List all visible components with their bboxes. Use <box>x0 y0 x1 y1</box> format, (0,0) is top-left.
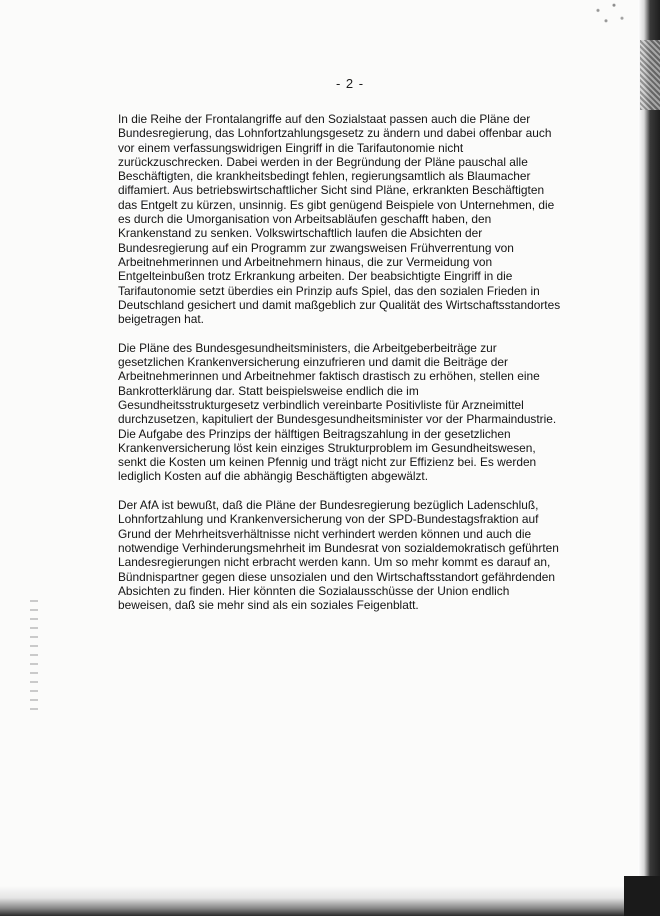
text-line: Die Pläne des Bundesgesundheitsministers, die Arbeitgeberbeiträge zur <box>118 340 497 355</box>
text-line: Die Aufgabe des Prinzips der hälftigen Beitragszahlung in der gesetzlichen <box>118 426 511 441</box>
text-line: Arbeitnehmerinnen und Arbeitnehmern hinaus, die zur Vermeidung von <box>118 254 493 269</box>
scan-margin-marks <box>30 600 38 710</box>
scan-corner-shadow <box>624 876 660 916</box>
text-line: Tarifautonomie setzt überdies ein Prinzip aufs Spiel, das den sozialen Frieden in <box>118 283 540 298</box>
text-line: Der AfA ist bewußt, daß die Pläne der Bundesregierung bezüglich Ladenschluß, <box>118 498 539 513</box>
paragraph-1 <box>118 112 576 326</box>
text-line: Landesregierungen nicht erbracht werden kann. Um so mehr kommt es darauf an, <box>118 555 551 570</box>
scan-edge-right <box>638 0 660 916</box>
text-line: Gesundheitsstrukturgesetz verbindlich vereinbarte Positivliste für Arzneimittel <box>118 397 524 412</box>
text-line: Bündnispartner gegen diese unsozialen und den Wirtschaftsstandort gefährdenden <box>118 569 555 584</box>
text-line: gesetzlichen Krankenversicherung einzufrieren und damit die Beiträge der <box>118 355 508 370</box>
text-line: diffamiert. Aus betriebswirtschaftlicher Sicht sind Pläne, erkrankten Beschäftigten <box>118 183 545 198</box>
text-line: Lohnfortzahlung und Krankenversicherung von der SPD-Bundestagsfraktion auf <box>118 512 539 527</box>
scan-edge-texture <box>640 40 660 110</box>
text-line: vor einem verfassungswidrigen Eingriff in die Tarifautonomie nicht <box>118 140 464 155</box>
text-line: senkt die Kosten um keinen Pfennig und trägt nicht zur Effizienz bei. Es werden <box>118 455 537 470</box>
text-line: Krankenversicherung löst kein einziges Strukturproblem im Gesundheitswesen, <box>118 440 536 455</box>
text-line: das Entgelt zu kürzen, unsinnig. Es gibt genügend Beispiele von Unternehmen, die <box>118 197 555 212</box>
text-line: beigetragen hat. <box>118 312 204 327</box>
text-line: Absichten zu finden. Hier könnten die Sozialausschüsse der Union endlich <box>118 583 510 598</box>
text-line: Grund der Mehrheitsverhältnisse nicht verhindert werden können und auch die <box>118 526 532 541</box>
text-line: es durch die Umorganisation von Arbeitsabläufen geschafft haben, den <box>118 212 492 227</box>
document-body <box>118 112 576 627</box>
page-number: - 2 - <box>335 76 365 91</box>
scan-edge-bottom <box>0 886 660 916</box>
text-line: Entgelteinbußen trotz Erkrankung arbeiten. Der beabsichtigte Eingriff in die <box>118 269 513 284</box>
text-line: beweisen, daß sie mehr sind als ein soziales Feigenblatt. <box>118 598 419 613</box>
text-line: durchzusetzen, kapituliert der Bundesgesundheitsminister vor der Pharmaindustrie. <box>118 412 557 427</box>
text-line: Deutschland gesichert und damit maßgeblich zur Qualität des Wirtschaftsstandortes <box>118 297 561 312</box>
paragraph-3 <box>118 498 576 612</box>
text-line: zurückzuschrecken. Dabei werden in der Begründung der Pläne pauschal alle <box>118 154 528 169</box>
paragraph-2 <box>118 341 576 484</box>
text-line: lediglich Kosten auf die abhängig Beschäftigten abgewälzt. <box>118 469 429 484</box>
text-line: Beschäftigten, die krankheitsbedingt fehlen, regierungsamtlich als Blaumacher <box>118 169 531 184</box>
text-line: In die Reihe der Frontalangriffe auf den Sozialstaat passen auch die Pläne der <box>118 112 531 126</box>
scan-noise <box>590 0 630 26</box>
text-line: Arbeitnehmerinnen und Arbeitnehmer faktisch drastisch zu erhöhen, stellen eine <box>118 369 540 384</box>
text-line: Bankrotterklärung dar. Statt beispielsweise endlich die im <box>118 383 419 398</box>
text-line: notwendige Verhinderungsmehrheit im Bundesrat von sozialdemokratisch geführten <box>118 540 559 555</box>
text-line: Bundesregierung, das Lohnfortzahlungsgesetz zu ändern und dabei offenbar auch <box>118 126 552 141</box>
text-line: Krankenstand zu senken. Volkswirtschaftlich laufen die Absichten der <box>118 226 483 241</box>
text-line: Bundesregierung auf ein Programm zur zwangsweisen Frühverrentung von <box>118 240 514 255</box>
